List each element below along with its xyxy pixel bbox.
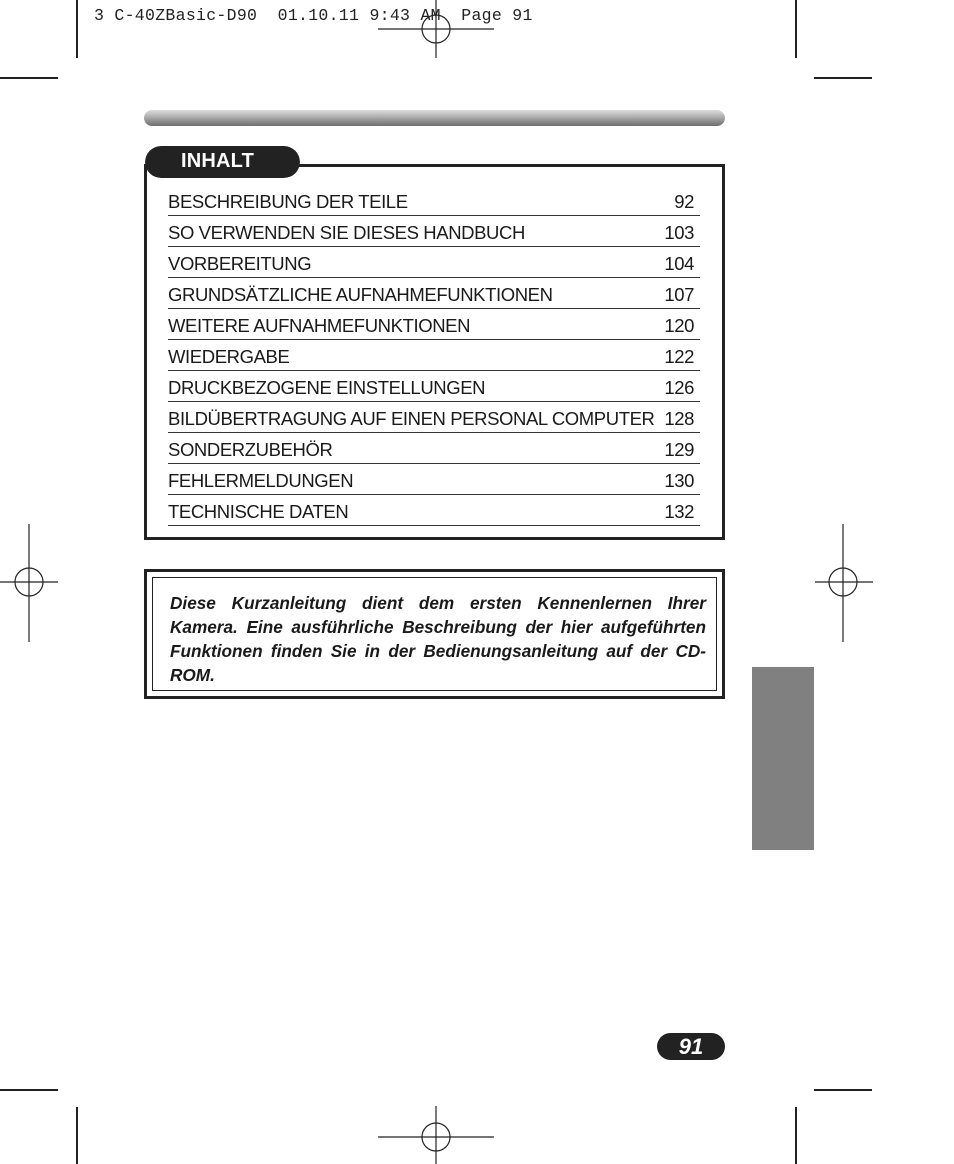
toc-entry-label: SO VERWENDEN SIE DIESES HANDBUCH <box>168 222 525 243</box>
toc-entry-page: 107 <box>664 284 694 305</box>
toc-entry[interactable] <box>168 186 700 216</box>
toc-entry-page: 120 <box>664 315 694 336</box>
toc-entry-label: WIEDERGABE <box>168 346 290 367</box>
section-thumb-tab <box>752 667 814 850</box>
toc-entry[interactable] <box>168 465 700 495</box>
toc-list <box>168 186 700 527</box>
header-gradient-bar <box>144 110 725 126</box>
note-frame <box>144 569 725 699</box>
crop-mark <box>814 1089 872 1091</box>
crop-mark <box>795 0 797 58</box>
toc-entry-label: TECHNISCHE DATEN <box>168 501 349 522</box>
toc-entry-page: 126 <box>664 377 694 398</box>
toc-entry[interactable] <box>168 341 700 371</box>
registration-mark-icon <box>376 1106 496 1164</box>
toc-entry-page: 129 <box>664 439 694 460</box>
toc-entry-label: FEHLERMELDUNGEN <box>168 470 354 491</box>
toc-entry-page: 132 <box>664 501 694 522</box>
crop-mark <box>814 77 872 79</box>
registration-mark-icon <box>376 0 496 60</box>
crop-mark <box>0 1089 58 1091</box>
toc-entry[interactable] <box>168 434 700 464</box>
toc-entry[interactable] <box>168 279 700 309</box>
toc-entry[interactable] <box>168 217 700 247</box>
printer-slug-line: 3 C-40ZBasic-D90 01.10.11 9:43 AM Page 91 <box>94 6 533 25</box>
crop-mark <box>795 1107 797 1164</box>
toc-entry-page: 128 <box>664 408 694 429</box>
toc-entry-page: 104 <box>664 253 694 274</box>
toc-entry[interactable] <box>168 403 700 433</box>
toc-entry-label: WEITERE AUFNAHMEFUNKTIONEN <box>168 315 471 336</box>
toc-entry-label: VORBEREITUNG <box>168 253 312 274</box>
toc-entry-label: DRUCKBEZOGENE EINSTELLUNGEN <box>168 377 486 398</box>
toc-entry[interactable] <box>168 372 700 402</box>
registration-mark-icon <box>813 524 873 642</box>
toc-entry-page: 130 <box>664 470 694 491</box>
crop-mark <box>76 1107 78 1164</box>
toc-entry-label: BESCHREIBUNG DER TEILE <box>168 191 408 212</box>
toc-entry-label: GRUNDSÄTZLICHE AUFNAHMEFUNKTIONEN <box>168 284 553 305</box>
registration-mark-icon <box>0 524 60 642</box>
toc-entry[interactable] <box>168 248 700 278</box>
toc-entry-page: 92 <box>674 191 694 212</box>
toc-entry[interactable] <box>168 310 700 340</box>
toc-entry[interactable] <box>168 496 700 526</box>
note-text: Diese Kurzanleitung dient dem ersten Kennenlernen Ihrer Kamera. Eine ausführliche Beschreibung der hier aufgeführten Funktionen finden Sie in der Bedienungsanleitung auf der CD-ROM. <box>170 593 706 685</box>
toc-entry-label: SONDERZUBEHÖR <box>168 439 333 460</box>
crop-mark <box>76 0 78 58</box>
note-inner-frame <box>152 577 717 691</box>
toc-entry-label: BILDÜBERTRAGUNG AUF EINEN PERSONAL COMPUTER <box>168 408 655 429</box>
toc-entry-page: 103 <box>664 222 694 243</box>
toc-title: INHALT <box>181 150 255 172</box>
crop-mark <box>0 77 58 79</box>
toc-entry-page: 122 <box>664 346 694 367</box>
page-number: 91 <box>657 1033 725 1060</box>
